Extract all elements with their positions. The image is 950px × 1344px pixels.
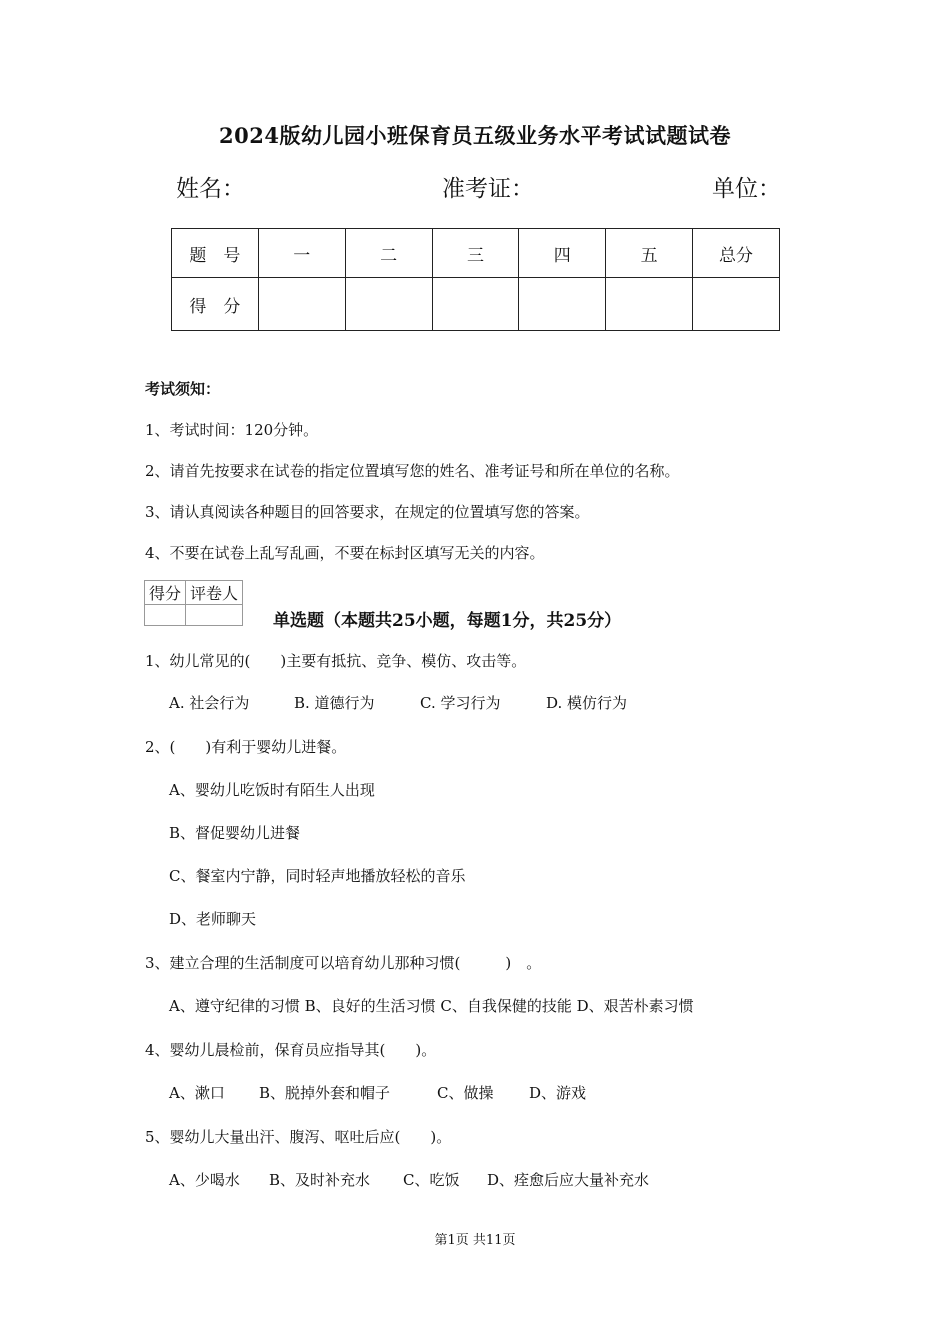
grader-score-label: 得分	[145, 581, 186, 605]
grader-name-cell	[186, 605, 243, 626]
header-cell: 二	[345, 229, 432, 278]
option: D、老师聊天	[169, 910, 257, 928]
section-title: 单选题（本题共25小题，每题1分，共25分）	[273, 611, 622, 631]
header-cell: 一	[258, 229, 345, 278]
option: C、吃饭	[403, 1171, 460, 1189]
score-table	[171, 228, 780, 331]
exam-id-field-label: 准考证：	[442, 176, 534, 202]
option: B. 道德行为	[294, 694, 375, 712]
grader-label: 评卷人	[186, 581, 243, 605]
option: A、少喝水	[169, 1171, 240, 1189]
notice-item: 1、考试时间：120分钟。	[145, 421, 319, 439]
score-cell	[258, 278, 345, 331]
option-row	[169, 692, 627, 713]
page-title: 2024版幼儿园小班保育员五级业务水平考试试题试卷	[219, 123, 731, 148]
grader-box	[144, 580, 243, 626]
option: A. 社会行为	[169, 694, 250, 712]
score-cell	[519, 278, 606, 331]
notice-item: 2、请首先按要求在试卷的指定位置填写您的姓名、准考证号和所在单位的名称。	[145, 462, 680, 480]
score-cell	[693, 278, 780, 331]
option-row	[169, 1082, 586, 1103]
option: D、游戏	[529, 1084, 587, 1102]
option: D、痊愈后应大量补充水	[487, 1171, 650, 1189]
header-cell: 题 号	[172, 229, 259, 278]
score-table-header-row	[172, 229, 780, 278]
option-row	[169, 1169, 649, 1190]
score-cell	[345, 278, 432, 331]
option: D. 模仿行为	[546, 694, 628, 712]
option: B、脱掉外套和帽子	[259, 1084, 391, 1102]
question-stem: 2、( )有利于婴幼儿进餐。	[145, 738, 347, 756]
option: C. 学习行为	[420, 694, 501, 712]
option: B、及时补充水	[269, 1171, 371, 1189]
name-field-label: 姓名：	[176, 176, 245, 202]
unit-field-label: 单位：	[712, 176, 781, 202]
page-footer: 第1页 共11页	[434, 1233, 516, 1248]
option: C、餐室内宁静，同时轻声地播放轻松的音乐	[169, 867, 466, 885]
score-cell	[432, 278, 519, 331]
row-label-cell: 得 分	[172, 278, 259, 331]
header-cell: 三	[432, 229, 519, 278]
header-cell: 总分	[693, 229, 780, 278]
option: A、婴幼儿吃饭时有陌生人出现	[169, 781, 375, 799]
question-stem: 3、建立合理的生活制度可以培育幼儿那种习惯( ) 。	[145, 954, 542, 972]
question-stem: 4、婴幼儿晨检前，保育员应指导其( )。	[145, 1041, 437, 1059]
header-cell: 四	[519, 229, 606, 278]
option: A、漱口	[169, 1084, 225, 1102]
grader-score-cell	[145, 605, 186, 626]
option: B、督促婴幼儿进餐	[169, 824, 301, 842]
notice-item: 3、请认真阅读各种题目的回答要求，在规定的位置填写您的答案。	[145, 503, 590, 521]
option: C、做操	[437, 1084, 494, 1102]
notice-item: 4、不要在试卷上乱写乱画，不要在标封区填写无关的内容。	[145, 544, 545, 562]
header-cell: 五	[606, 229, 693, 278]
score-table-score-row	[172, 278, 780, 331]
question-stem: 5、婴幼儿大量出汗、腹泻、呕吐后应( )。	[145, 1128, 452, 1146]
score-cell	[606, 278, 693, 331]
option: A、遵守纪律的习惯 B、良好的生活习惯 C、自我保健的技能 D、艰苦朴素习惯	[169, 997, 694, 1015]
question-stem: 1、幼儿常见的( )主要有抵抗、竞争、模仿、攻击等。	[145, 652, 527, 670]
notice-heading: 考试须知：	[145, 380, 221, 398]
